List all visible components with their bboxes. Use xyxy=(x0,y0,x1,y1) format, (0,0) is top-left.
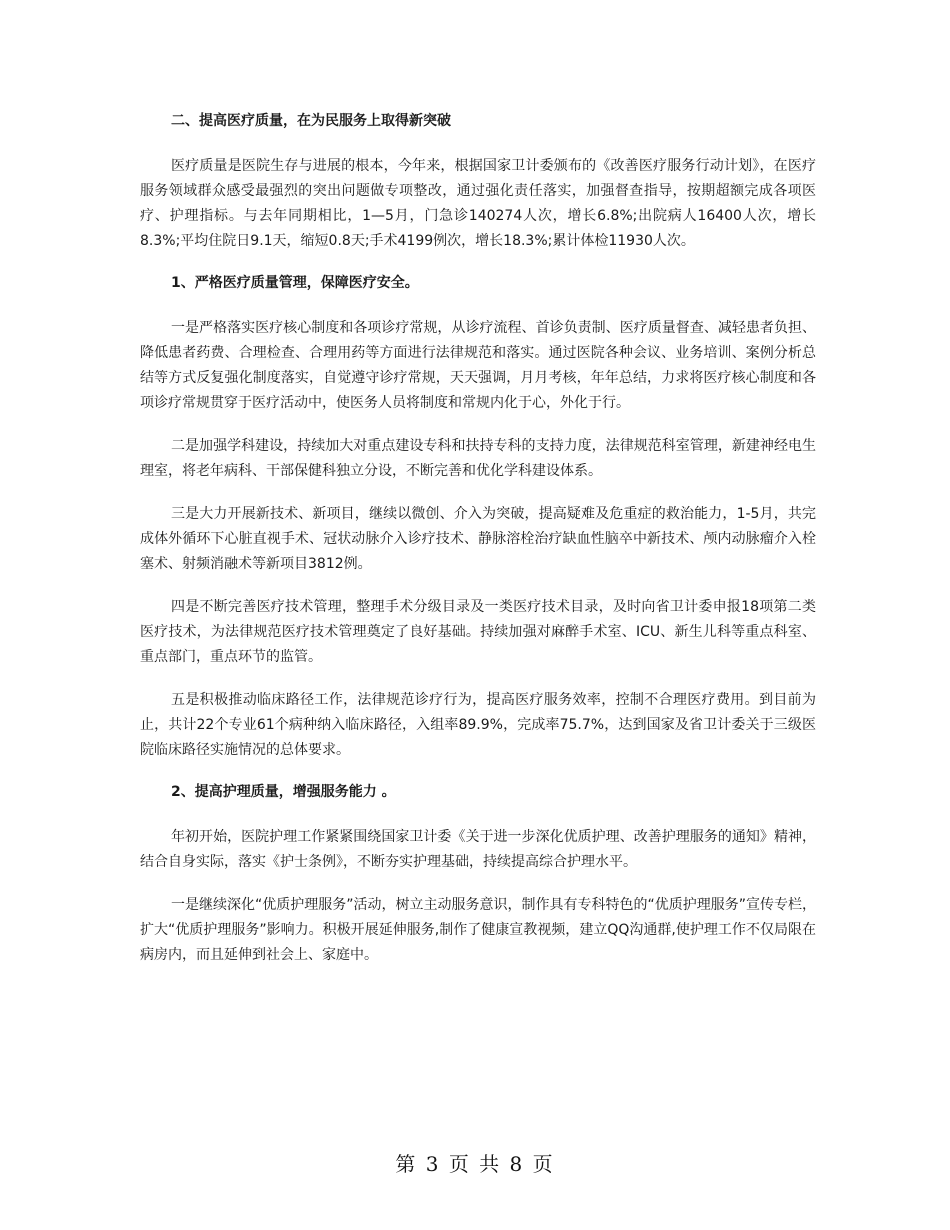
paragraph: 医疗质量是医院生存与进展的根本，今年来，根据国家卫计委颁布的《改善医疗服务行动计划》，在医疗服务领域群众感受最强烈的突出问题做专项整改，通过强化责任落实，加强督查指导，按期超额完成各项医疗、护理指标。与去年同期相比，1—5月，门急诊140274人次，增长6.8%;出院病人16400人次，增长8.3%;平均住院日9.1天，缩短0.8天;手术4199例次，增长18.3%;累计体检11930人次。 xyxy=(140,158,816,249)
paragraph: 五是积极推动临床路径工作，法律规范诊疗行为，提高医疗服务效率，控制不合理医疗费用。到目前为止，共计22个专业61个病种纳入临床路径，入组率89.9%，完成率75.7%，达到国家及省卫计委关于三级医院临床路径实施情况的总体要求。 xyxy=(140,692,816,758)
paragraph: 四是不断完善医疗技术管理，整理手术分级目录及一类医疗技术目录，及时向省卫计委申报18项第二类医疗技术，为法律规范医疗技术管理奠定了良好基础。持续加强对麻醉手术室、ICU、新生儿科等重点科室、重点部门，重点环节的监管。 xyxy=(140,599,816,665)
section-heading: 二、提高医疗质量，在为民服务上取得新突破 xyxy=(171,113,451,129)
page-number-footer: 第 3 页 共 8 页 xyxy=(395,1152,555,1176)
paragraph: 二是加强学科建设，持续加大对重点建设专科和扶持专科的支持力度，法律规范科室管理，新建神经电生理室，将老年病科、干部保健科独立分设，不断完善和优化学科建设体系。 xyxy=(140,438,816,479)
paragraph: 一是继续深化“优质护理服务”活动，树立主动服务意识，制作具有专科特色的“优质护理服务”宣传专栏，扩大“优质护理服务”影响力。积极开展延伸服务,制作了健康宣教视频，建立QQ沟通群,使护理工作不仅局限在病房内，而且延伸到社会上、家庭中。 xyxy=(140,897,817,963)
paragraph: 年初开始，医院护理工作紧紧围绕国家卫计委《关于进一步深化优质护理、改善护理服务的通知》精神，结合自身实际，落实《护士条例》，不断夯实护理基础，持续提高综合护理水平。 xyxy=(140,829,816,870)
paragraph: 三是大力开展新技术、新项目，继续以微创、介入为突破，提高疑难及危重症的救治能力，1-5月，共完成体外循环下心脏直视手术、冠状动脉介入诊疗技术、静脉溶栓治疗缺血性脑卒中新技术、颅内动脉瘤介入栓塞术、射频消融术等新项目3812例。 xyxy=(140,506,816,572)
subsection-heading: 2、提高护理质量，增强服务能力 。 xyxy=(171,784,396,800)
paragraph: 一是严格落实医疗核心制度和各项诊疗常规，从诊疗流程、首诊负责制、医疗质量督查、减轻患者负担、降低患者药费、合理检查、合理用药等方面进行法律规范和落实。通过医院各种会议、业务培训、案例分析总结等方式反复强化制度落实，自觉遵守诊疗常规，天天强调，月月考核，年年总结，力求将医疗核心制度和各项诊疗常规贯穿于医疗活动中，使医务人员将制度和常规内化于心，外化于行。 xyxy=(140,320,816,411)
subsection-heading: 1、严格医疗质量管理，保障医疗安全。 xyxy=(171,275,419,291)
document-body xyxy=(140,110,816,986)
